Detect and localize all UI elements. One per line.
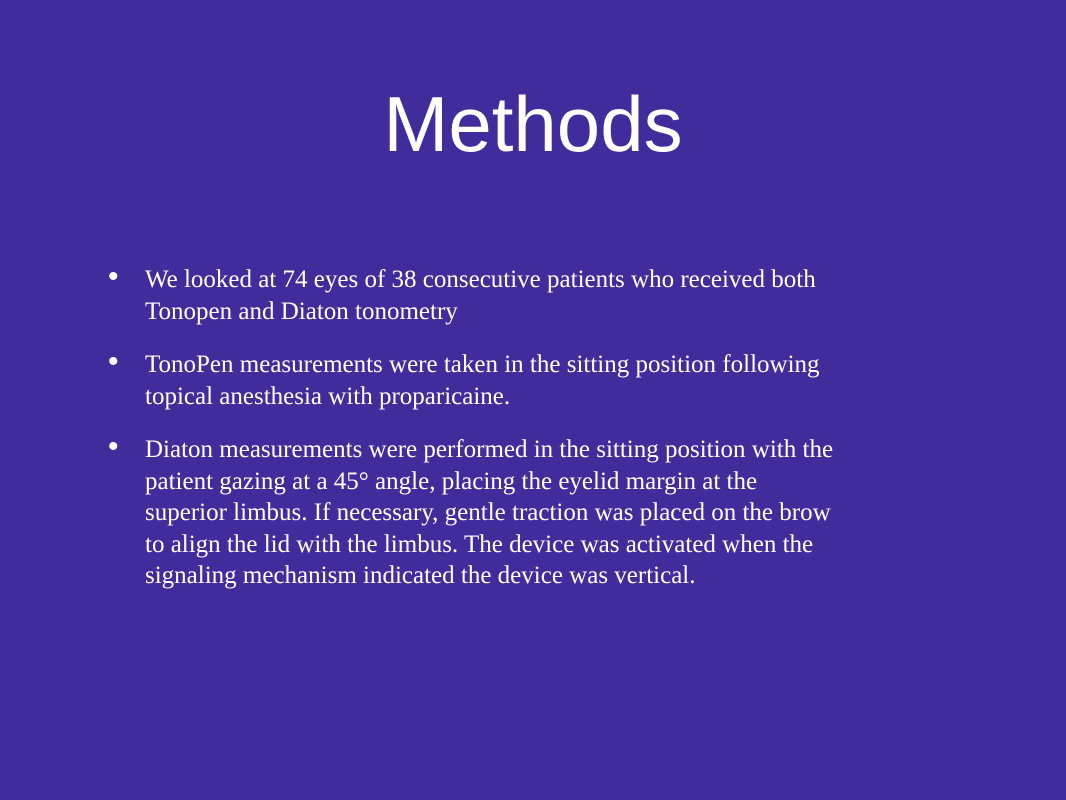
bullet-item-3 bbox=[0, 430, 1066, 592]
bullet-item-2 bbox=[0, 345, 1066, 412]
bullet-point-icon: • bbox=[108, 345, 119, 378]
bullet-item-1 bbox=[0, 260, 1066, 327]
bullet-text-3: Diaton measurements were performed in the sitting position with the patient gazing at a 45° angle, placing the eyelid margin at the superior limbus. If necessary, gentle traction was placed on the brow to align the lid with the limbus. The device was activated when the signaling mechanism indicated the device was vertical. bbox=[145, 436, 834, 589]
bullet-text-2: TonoPen measurements were taken in the sitting position following topical anesthesia with proparicaine. bbox=[145, 351, 820, 410]
bullet-text-1: We looked at 74 eyes of 38 consecutive patients who received both Tonopen and Diaton tonometry bbox=[145, 266, 816, 325]
bullet-point-icon: • bbox=[108, 430, 119, 463]
slide-title: Methods bbox=[383, 80, 683, 168]
bullet-point-icon: • bbox=[108, 260, 119, 293]
bullet-list bbox=[0, 260, 1066, 614]
